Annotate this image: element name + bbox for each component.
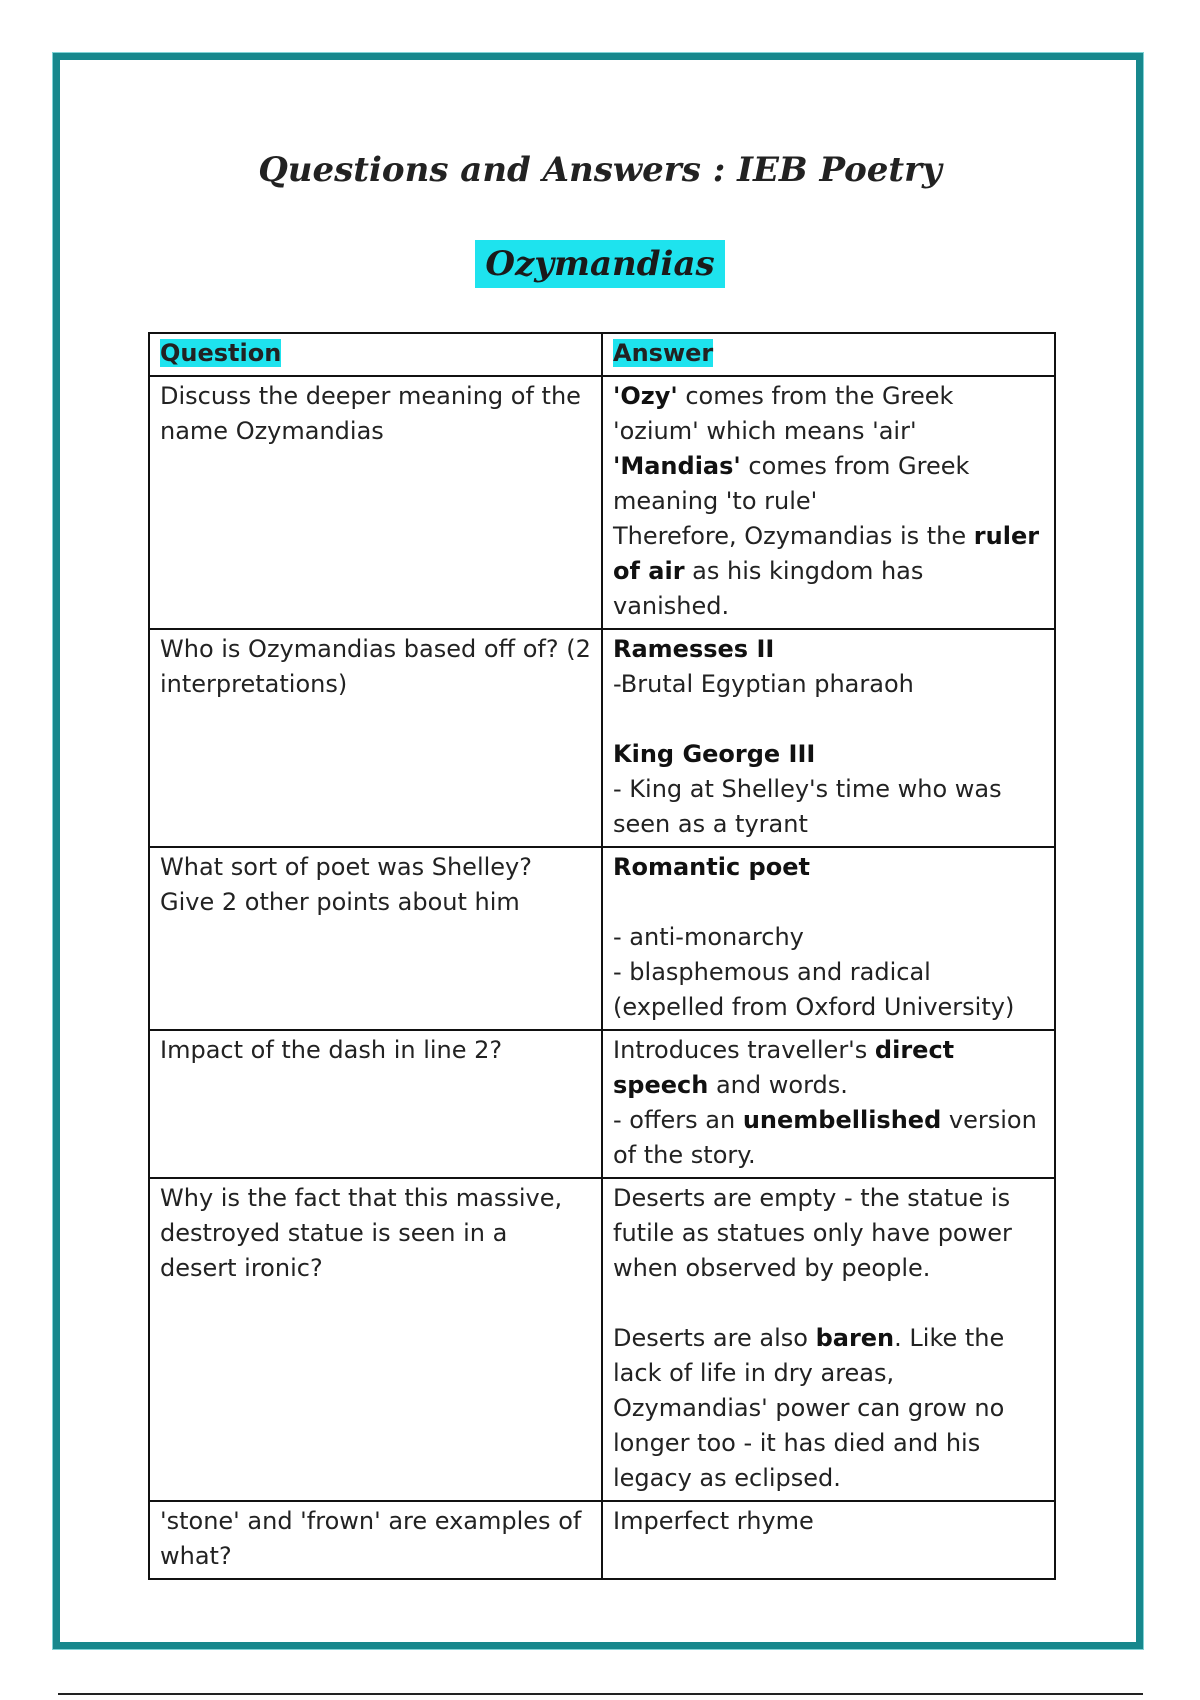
table-row — [149, 629, 1055, 847]
table-row — [149, 1030, 1055, 1178]
answer-cell: Ramesses II -Brutal Egyptian pharaoh King George III - King at Shelley's time who was seen as a tyrant — [602, 629, 1055, 847]
table-row — [149, 1501, 1055, 1579]
question-cell: What sort of poet was Shelley? Give 2 other points about him — [149, 847, 602, 1030]
question-cell: Who is Ozymandias based off of? (2 interpretations) — [149, 629, 602, 847]
table-row — [149, 1178, 1055, 1501]
table-row — [149, 376, 1055, 629]
question-cell: Impact of the dash in line 2? — [149, 1030, 602, 1178]
table-header-row — [149, 333, 1055, 376]
subtitle-wrap — [0, 240, 1200, 288]
answer-cell: Introduces traveller's direct speech and words. - offers an unembellished version of the story. — [602, 1030, 1055, 1178]
table-row — [149, 847, 1055, 1030]
answer-cell: Deserts are empty - the statue is futile as statues only have power when observed by people. Deserts are also baren. Like the lack of life in dry areas, Ozymandias' power can grow no longer too - it has died and his legacy as eclipsed. — [602, 1178, 1055, 1501]
question-header: Question — [149, 333, 602, 376]
question-cell: 'stone' and 'frown' are examples of what? — [149, 1501, 602, 1579]
answer-header: Answer — [602, 333, 1055, 376]
footer-divider — [58, 1693, 1143, 1695]
question-cell: Why is the fact that this massive, destroyed statue is seen in a desert ironic? — [149, 1178, 602, 1501]
qa-table — [148, 332, 1056, 1580]
page-title: Questions and Answers : IEB Poetry — [258, 150, 942, 190]
question-cell: Discuss the deeper meaning of the name Ozymandias — [149, 376, 602, 629]
poem-title: Ozymandias — [475, 240, 724, 288]
answer-cell: Romantic poet - anti-monarchy - blasphemous and radical (expelled from Oxford University) — [602, 847, 1055, 1030]
answer-cell: 'Ozy' comes from the Greek 'ozium' which means 'air' 'Mandias' comes from Greek meaning 'to rule' Therefore, Ozymandias is the ruler of air as his kingdom has vanished. — [602, 376, 1055, 629]
answer-cell: Imperfect rhyme — [602, 1501, 1055, 1579]
